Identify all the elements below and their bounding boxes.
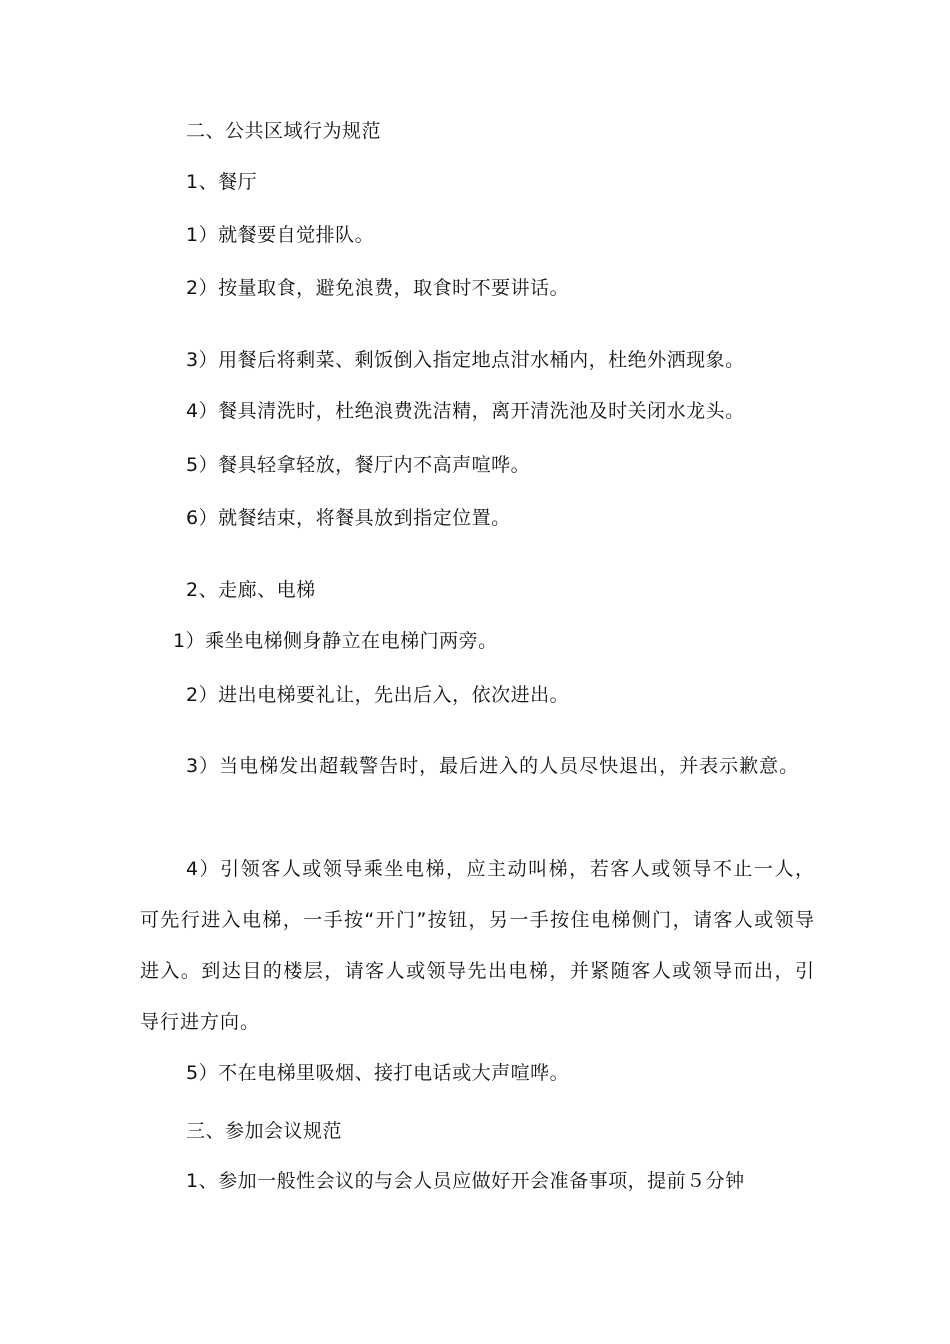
elevator-item-1: 1）乘坐电梯侧身静立在电梯门两旁。 <box>173 630 498 652</box>
canteen-item-2: 2）按量取食，避免浪费，取食时不要讲话。 <box>186 277 570 299</box>
elevator-item-3: 3）当电梯发出超载警告时，最后进入的人员尽快退出，并表示歉意。 <box>186 755 800 777</box>
canteen-item-5: 5）餐具轻拿轻放，餐厅内不高声喧哗。 <box>186 454 531 476</box>
canteen-item-1: 1）就餐要自觉排队。 <box>186 224 375 246</box>
canteen-item-4: 4）餐具清洗时，杜绝浪费洗洁精，离开清洗池及时关闭水龙头。 <box>186 400 745 422</box>
meeting-item-1: 1、参加一般性会议的与会人员应做好开会准备事项，提前５分钟 <box>186 1170 745 1192</box>
elevator-item-4: 4）引领客人或领导乘坐电梯，应主动叫梯，若客人或领导不止一人，可先行进入电梯，一手按“开门”按钮，另一手按住电梯侧门，请客人或领导进入。到达目的楼层，请客人或领导先出电梯，并紧随客人或领导而出，引导行进方向。 <box>140 858 815 1033</box>
elevator-item-5: 5）不在电梯里吸烟、接打电话或大声喧哗。 <box>186 1062 570 1084</box>
subsection-title-canteen: 1、餐厅 <box>186 171 258 193</box>
section-heading-meetings: 三、参加会议规范 <box>186 1120 343 1142</box>
canteen-item-6: 6）就餐结束，将餐具放到指定位置。 <box>186 507 511 529</box>
elevator-item-2: 2）进出电梯要礼让，先出后入，依次进出。 <box>186 684 570 706</box>
section-heading-public-areas: 二、公共区域行为规范 <box>186 120 382 142</box>
subsection-title-corridor-elevator: 2、走廊、电梯 <box>186 579 316 601</box>
canteen-item-3: 3）用餐后将剩菜、剩饭倒入指定地点泔水桶内，杜绝外洒现象。 <box>186 349 745 371</box>
